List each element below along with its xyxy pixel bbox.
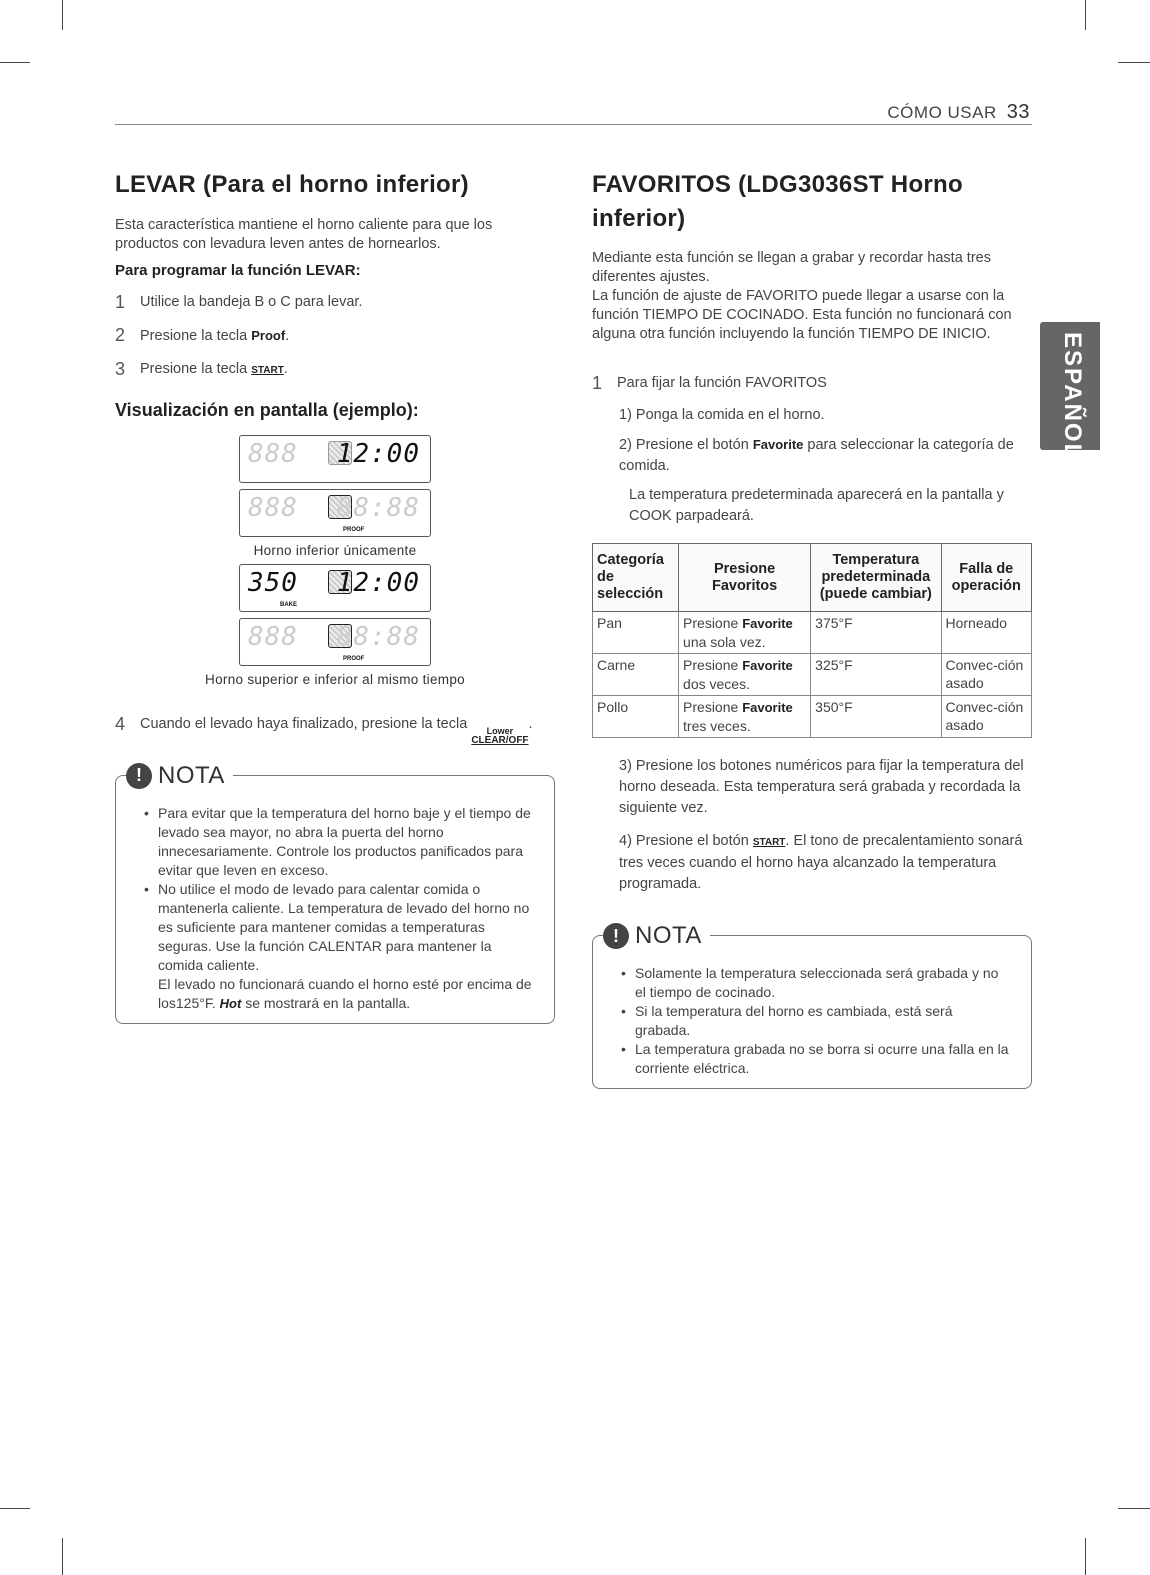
step-number: 3: [115, 358, 126, 379]
temperature-cell: 350°F: [811, 696, 941, 738]
note-extra-text: se mostrará en la pantalla.: [241, 994, 411, 1011]
step-4: [115, 715, 555, 745]
table-row: [593, 696, 1032, 738]
section-title: FAVORITOS (LDG3036ST Horno inferior): [592, 171, 963, 232]
display-temp-digits: 888: [248, 438, 298, 469]
sub-step: [619, 434, 1032, 477]
start-key-label: START: [251, 364, 284, 376]
intro-paragraph: La función de ajuste de FAVORITO puede llegar a usarse con la función TIEMPO DE COCINADO. Esta función no funcionará con alguna otra función incluyendo la función TIEMPO DE INICIO.: [592, 288, 1012, 343]
step-text: Utilice la bandeja B o C para levar.: [140, 293, 363, 310]
press-cell: [679, 696, 811, 738]
intro-paragraph: Mediante esta función se llegan a grabar y recordar hasta tres diferentes ajustes.: [592, 250, 991, 286]
clear-off-key: [471, 727, 528, 745]
right-column: [592, 168, 1032, 1089]
section-label: CÓMO USAR: [887, 103, 997, 122]
press-text: una sola vez.: [683, 634, 766, 651]
crop-mark: [1085, 1538, 1086, 1575]
display-clock-digits: 88:88: [336, 621, 420, 652]
note-item: • Si la temperatura del horno es cambiada, está será grabada.: [621, 1002, 1011, 1040]
press-text: Presione: [683, 615, 743, 632]
sub-step: [619, 831, 1032, 895]
crop-mark: [1118, 1508, 1150, 1509]
step-1: [115, 293, 555, 312]
temperature-cell: 375°F: [811, 612, 941, 654]
crop-mark: [0, 62, 30, 63]
sub-step: 3) Presione los botones numéricos para fijar la temperatura del horno deseada. Esta temperatura será grabada y recordada la siguiente vez.: [619, 758, 1024, 817]
crop-mark: [1118, 62, 1150, 63]
note-item: • No utilice el modo de levado para calentar comida o mantenerla caliente. La temperatura de levado del horno no es suficiente para mantener comidas a temperaturas seguras. Use la función CALENTAR para mantener la comida caliente.: [144, 880, 534, 975]
fail-cell: Convec-ción asado: [941, 696, 1032, 738]
note-title: NOTA: [158, 761, 225, 789]
favorite-key-label: Favorite: [742, 658, 793, 674]
left-column: [115, 168, 555, 1024]
column-header: Presione Favoritos: [679, 544, 811, 612]
display-heading: Visualización en pantalla (ejemplo):: [115, 399, 419, 420]
note-box: [115, 761, 555, 1024]
crop-mark: [0, 1508, 30, 1509]
column-header: Temperatura predeterminada (puede cambiar): [811, 544, 941, 612]
table-row: [593, 654, 1032, 696]
exclamation-icon: !: [126, 763, 152, 789]
subheading: Para programar la función LEVAR:: [115, 261, 361, 279]
step-text: Presione la tecla: [140, 327, 252, 344]
intro-paragraph: Esta característica mantiene el horno caliente para que los productos con levadura leven antes de hornearlos.: [115, 216, 493, 252]
display-caption: Horno superior e inferior al mismo tiempo: [205, 671, 465, 687]
display-mode-label: PROOF: [343, 655, 365, 662]
hot-display-label: Hot: [219, 995, 242, 1011]
language-tab: [1040, 322, 1100, 461]
key-top-label: Lower: [486, 725, 514, 736]
note-box: [592, 922, 1032, 1089]
category-cell: Carne: [593, 654, 679, 696]
step-number: 1: [592, 373, 603, 394]
favorite-key-label: Favorite: [742, 616, 793, 632]
oven-display-lower: [239, 489, 431, 537]
step-text: Presione la tecla: [140, 360, 252, 377]
press-cell: [679, 654, 811, 696]
favorite-key-label: Favorite: [752, 437, 804, 453]
table-row: [593, 612, 1032, 654]
language-tab-label: ESPAÑOL: [1059, 332, 1086, 461]
page-number: 33: [1006, 101, 1030, 123]
favorite-key-label: Favorite: [742, 700, 793, 716]
sub-step-text: para seleccionar la categoría de comida.: [619, 437, 1014, 475]
note-header: [603, 922, 710, 950]
display-examples: [115, 435, 555, 693]
step-text: Para fijar la función FAVORITOS: [617, 375, 827, 392]
display-clock-digits: 12:00: [336, 567, 420, 598]
display-clock-digits: 12:00: [336, 438, 420, 469]
display-temp-digits: 888: [248, 492, 298, 523]
page-header: [887, 101, 1030, 124]
press-text: Presione: [683, 657, 743, 674]
display-mode-label: PROOF: [343, 526, 365, 533]
display-temp-digits: 888: [248, 621, 298, 652]
note-item: • La temperatura grabada no se borra si ocurre una falla en la corriente eléctrica.: [621, 1040, 1011, 1078]
display-clock-digits: 88:88: [336, 492, 420, 523]
sub-step: 1) Ponga la comida en el horno.: [619, 407, 825, 424]
favorites-table: [592, 543, 1032, 738]
press-text: tres veces.: [683, 718, 751, 735]
press-text: dos veces.: [683, 676, 750, 693]
step-3: [115, 360, 555, 380]
sub-step-text: . El tono de precalentamiento sonará tres veces cuando el horno haya alcanzado la temperatura programada.: [619, 833, 1023, 893]
step-1: [592, 374, 1032, 393]
step-2: [115, 326, 555, 346]
fail-cell: Horneado: [941, 612, 1032, 654]
oven-display-upper: [239, 435, 431, 483]
punct: .: [285, 327, 290, 344]
start-key-label: START: [752, 837, 786, 849]
note-extra: [136, 975, 534, 1013]
press-cell: [679, 612, 811, 654]
punct: .: [528, 715, 533, 732]
display-temp-digits: 350: [248, 567, 298, 598]
note-header: [126, 762, 233, 790]
exclamation-icon: !: [603, 923, 629, 949]
key-label: CLEAR/OFF: [471, 734, 529, 746]
oven-display-lower: [239, 618, 431, 666]
note-item: • Para evitar que la temperatura del horno baje y el tiempo de levado sea mayor, no abra la puerta del horno innecesariamente. Controle los productos panificados para evitar que leven en exceso.: [144, 804, 534, 880]
category-cell: Pollo: [593, 696, 679, 738]
note-list: [613, 964, 1011, 1078]
display-caption: Horno inferior únicamente: [253, 542, 417, 558]
table-header-row: [593, 544, 1032, 612]
step-number: 1: [115, 291, 126, 312]
category-cell: Pan: [593, 612, 679, 654]
crop-mark: [62, 1538, 63, 1575]
sub-step-text: 2) Presione el botón: [619, 437, 753, 454]
column-header: Categoría de selección: [593, 544, 679, 612]
display-mode-label: BAKE: [280, 601, 298, 608]
proof-key-label: Proof: [251, 327, 286, 343]
note-extra-text: El levado no funcionará cuando el horno esté por encima de los125°F.: [158, 975, 532, 1011]
oven-display-upper: [239, 564, 431, 612]
temperature-cell: 325°F: [811, 654, 941, 696]
step-number: 2: [115, 324, 126, 345]
step-text: Cuando el levado haya finalizado, presione la tecla: [140, 715, 472, 732]
column-header: Falla de operación: [941, 544, 1032, 612]
step-number: 4: [115, 713, 126, 734]
note-list: [136, 804, 534, 975]
section-title: LEVAR (Para el horno inferior): [115, 171, 469, 198]
crop-mark: [1085, 0, 1086, 30]
press-text: Presione: [683, 699, 743, 716]
crop-mark: [62, 0, 63, 30]
note-title: NOTA: [635, 922, 702, 950]
note-item: • Solamente la temperatura seleccionada será grabada y no el tiempo de cocinado.: [621, 964, 1011, 1002]
header-rule: [115, 124, 1032, 125]
sub-step-text: 4) Presione el botón: [619, 833, 753, 850]
punct: .: [283, 360, 288, 377]
sub-step-note: La temperatura predeterminada aparecerá en la pantalla y COOK parpadeará.: [629, 487, 1004, 525]
fail-cell: Convec-ción asado: [941, 654, 1032, 696]
